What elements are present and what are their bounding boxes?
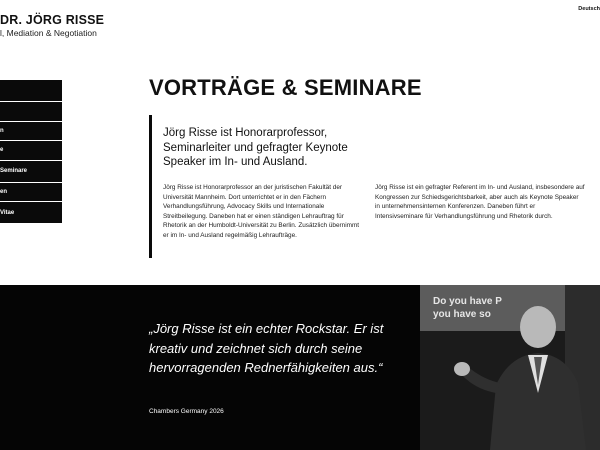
- intro-lead: Jörg Risse ist Honorarprofessor, Seminarleiter und gefragter Keynote Speaker im In- und Ausland.: [163, 127, 348, 168]
- sidebar-item-1[interactable]: [0, 80, 62, 102]
- language-switch[interactable]: Deutsch: [578, 6, 600, 12]
- page-title: VORTRÄGE & SEMINARE: [149, 75, 422, 100]
- sidebar-item-seminare[interactable]: Seminare: [0, 161, 62, 183]
- intro-paragraph-right: Jörg Risse ist ein gefragter Referent im In- und Ausland, insbesondere auf Kongressen zur Schiedsgerichtsbarkeit, aber auch als Keynote Speaker in unternehmensinternen Konferenzen. Daneben führt er Intensivseminare für Verhandlungsführung und Rhetorik durch.: [375, 184, 585, 220]
- intro-accent-bar: [149, 115, 152, 258]
- quote-source: Chambers Germany 2026: [149, 408, 224, 415]
- sidebar-item-3[interactable]: n: [0, 122, 62, 142]
- intro-paragraph-left: Jörg Risse ist Honorarprofessor an der juristischen Fakultät der Universität Mannheim. Dort unterrichtet er in den Fächern Verhandlungsführung, Advocacy Skills und Internationale Streitbeilegung. Daneben hat er einen ständigen Lehrauftrag für Rhetorik an der Humboldt-Universität zu Berlin. Zusätzlich übernimmt er im In- und Ausland regelmäßig Lehraufträge.: [163, 184, 360, 239]
- brand-name[interactable]: DR. JÖRG RISSE: [0, 13, 105, 27]
- testimonial-quote: „Jörg Risse ist ein echter Rockstar. Er ist kreativ und zeichnet sich durch seine hervorragenden Rednerfähigkeiten aus.“: [149, 321, 384, 375]
- sidebar-item-2[interactable]: [0, 102, 62, 122]
- sidebar-item-4[interactable]: e: [0, 141, 62, 161]
- sidebar-item-vitae[interactable]: Vitae: [0, 202, 62, 224]
- speaker-figure-illustration: [420, 285, 600, 450]
- brand-subtitle: l, Mediation & Negotiation: [0, 28, 97, 38]
- photo-screen-line-1: Do you have P: [433, 296, 502, 307]
- photo-screen-line-2: you have so: [433, 309, 491, 320]
- sidebar-nav: [0, 80, 62, 224]
- speaker-photo: [420, 285, 600, 450]
- sidebar-item-6[interactable]: en: [0, 183, 62, 203]
